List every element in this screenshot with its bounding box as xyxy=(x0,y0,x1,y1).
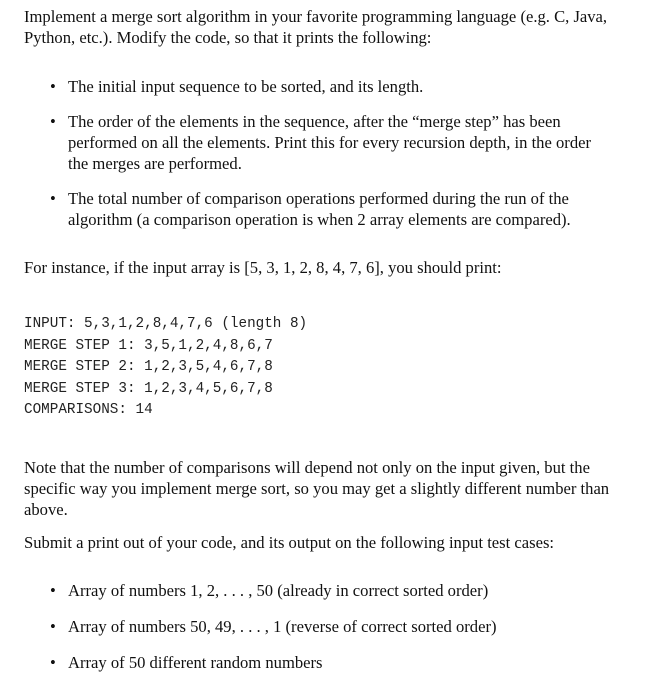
code-line-merge-step-1: MERGE STEP 1: 3,5,1,2,4,8,6,7 xyxy=(24,337,273,354)
bullet-icon: • xyxy=(50,616,56,636)
test-case-text: Array of numbers 50, 49, . . . , 1 (reverse of correct sorted order) xyxy=(68,616,497,636)
test-case-item xyxy=(24,616,614,637)
requirements-list xyxy=(24,76,614,230)
bullet-icon: • xyxy=(50,580,56,600)
requirement-item xyxy=(24,76,614,97)
example-output-block xyxy=(24,314,614,422)
bullet-icon: • xyxy=(50,652,56,672)
code-line-merge-step-2: MERGE STEP 2: 1,2,3,5,4,6,7,8 xyxy=(24,359,273,375)
requirement-text: The total number of comparison operations performed during the run of the algorithm (a comparison operation is when 2 array elements are compared). xyxy=(68,189,571,229)
test-cases-list xyxy=(24,580,614,673)
note-paragraph: Note that the number of comparisons will depend not only on the input given, but the specific way you implement merge sort, so you may get a slightly different number than above. xyxy=(24,457,610,519)
bullet-icon: • xyxy=(50,77,56,96)
requirement-text: The order of the elements in the sequence, after the “merge step” has been performed on all the elements. Print this for every recursion depth, in the order the merges are performed. xyxy=(68,112,592,173)
test-case-text: Array of 50 different random numbers xyxy=(68,652,323,672)
intro-paragraph: Implement a merge sort algorithm in your favorite programming language (e.g. C, Java, Python, etc.). Modify the code, so that it prints the following: xyxy=(24,7,608,47)
submit-paragraph: Submit a print out of your code, and its output on the following input test cases: xyxy=(24,532,555,552)
assignment-page xyxy=(24,0,614,673)
code-line-input: INPUT: 5,3,1,2,8,4,7,6 (length 8) xyxy=(24,316,308,332)
code-line-merge-step-3: MERGE STEP 3: 1,2,3,4,5,6,7,8 xyxy=(24,380,273,397)
test-case-item xyxy=(24,580,614,601)
requirement-text: The initial input sequence to be sorted, and its length. xyxy=(68,77,424,96)
test-case-item xyxy=(24,652,614,673)
example-intro-paragraph: For instance, if the input array is [5, 3, 1, 2, 8, 4, 7, 6], you should print: xyxy=(24,258,502,277)
requirement-item xyxy=(24,188,614,230)
bullet-icon: • xyxy=(50,112,56,131)
code-line-comparisons: COMPARISONS: 14 xyxy=(24,402,153,418)
requirement-item xyxy=(24,111,614,174)
bullet-icon: • xyxy=(50,189,56,208)
test-case-text: Array of numbers 1, 2, . . . , 50 (already in correct sorted order) xyxy=(68,580,489,600)
